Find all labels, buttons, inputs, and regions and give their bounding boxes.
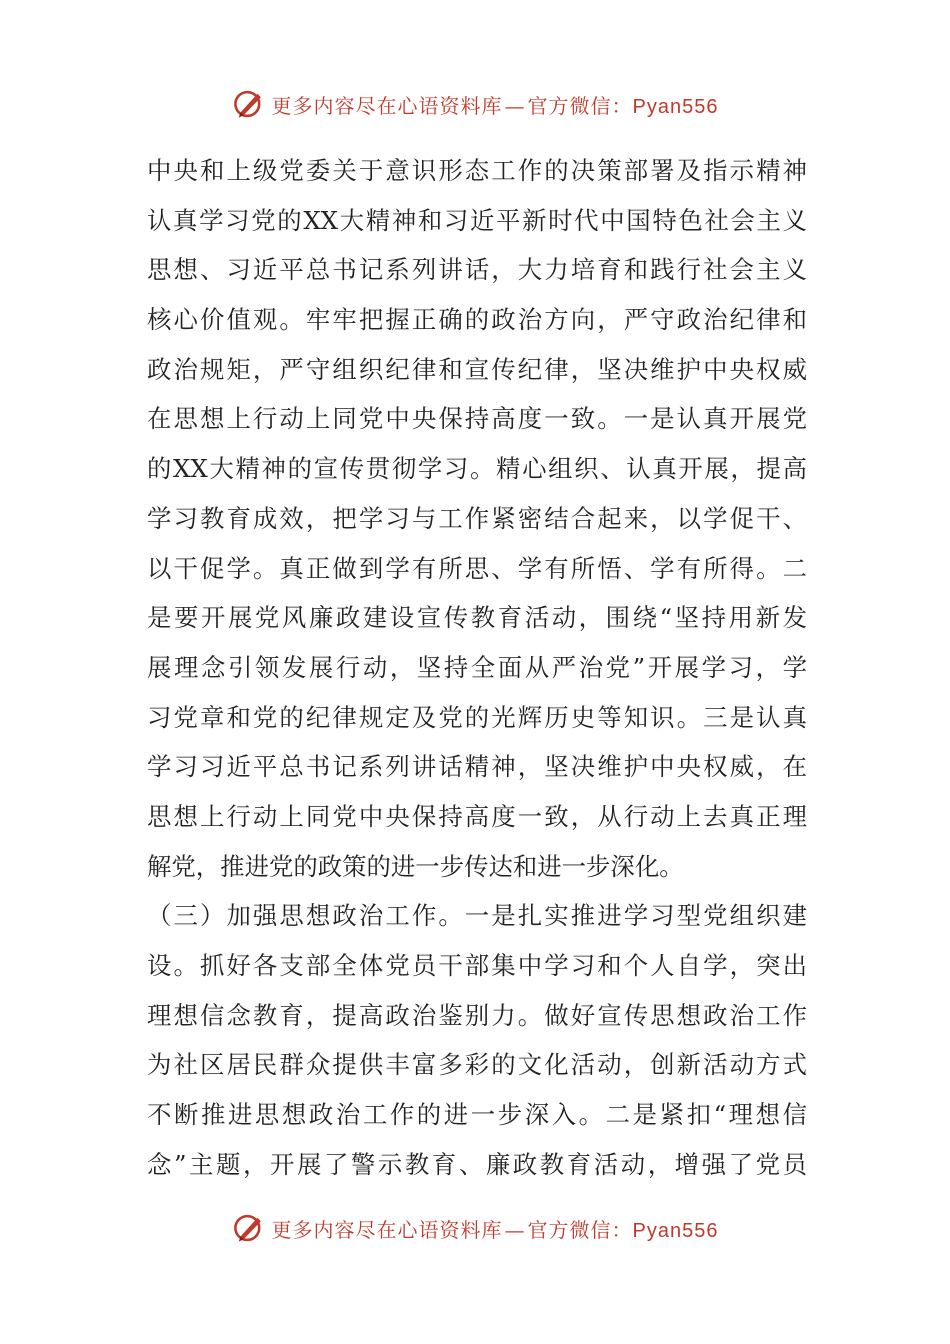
watermark-wechat-id: Pyan556 [632,1219,719,1242]
text-line: 理想信念教育，提高政治鉴别力。做好宣传思想政治工作 [147,1000,807,1030]
text-line: （三）加强思想政治工作。一是扎实推进学习型党组织建 [147,901,807,931]
text-line: 中央和上级党委关于意识形态工作的决策部署及指示精神 [147,156,807,185]
watermark-wechat-label: 官方微信： [527,1217,633,1242]
text-line: 念”主题，开展了警示教育、廉政教育活动，增强了党员 [147,1149,807,1179]
watermark-text [272,1214,719,1243]
text-line: 习党章和党的纪律规定及党的光辉历史等知识。三是认真 [147,702,807,732]
watermark-separator: — [504,93,526,118]
document-body [147,146,807,1189]
watermark-title: 更多内容尽在心语资料库 [271,93,503,118]
text-line: 政治规矩，严守组织纪律和宣传纪律，坚决维护中央权威 [147,354,807,384]
watermark-separator: — [504,1217,526,1242]
watermark-wechat-id: Pyan556 [632,95,719,118]
text-line: 以干促学。真正做到学有所思、学有所悟、学有所得。二 [147,553,807,583]
text-line: 认真学习党的XX大精神和习近平新时代中国特色社会主义 [147,205,807,235]
text-line: 学习教育成效，把学习与工作紧密结合起来，以学促干、 [147,503,807,533]
watermark-text [272,90,719,119]
header-watermark [0,84,950,124]
text-line: 核心价值观。牢牢把握正确的政治方向，严守政治纪律和 [147,305,807,335]
watermark-wechat-label: 官方微信： [527,93,633,118]
text-line: 解党，推进党的政策的进一步传达和进一步深化。 [147,851,684,881]
text-line: 的XX大精神的宣传贯彻学习。精心组织、认真开展，提高 [147,454,807,484]
text-line: 思想、习近平总书记系列讲话，大力培育和践行社会主义 [147,255,807,285]
text-line: 为社区居民群众提供丰富多彩的文化活动，创新活动方式 [147,1050,807,1080]
pen-logo-icon [232,87,266,121]
text-line: 展理念引领发展行动，坚持全面从严治党”开展学习，学 [147,652,807,682]
watermark-title: 更多内容尽在心语资料库 [271,1217,503,1242]
text-line: 在思想上行动上同党中央保持高度一致。一是认真开展党 [147,404,807,434]
text-line: 不断推进思想政治工作的进一步深入。二是紧扣“理想信 [147,1100,807,1130]
text-line: 设。抓好各支部全体党员干部集中学习和个人自学，突出 [147,951,807,980]
text-line: 学习习近平总书记系列讲话精神，坚决维护中央权威，在 [147,752,807,782]
footer-watermark [0,1208,950,1248]
pen-logo-icon [232,1211,266,1245]
text-line: 是要开展党风廉政建设宣传教育活动，围绕“坚持用新发 [147,603,807,633]
text-line: 思想上行动上同党中央保持高度一致，从行动上去真正理 [147,801,807,831]
